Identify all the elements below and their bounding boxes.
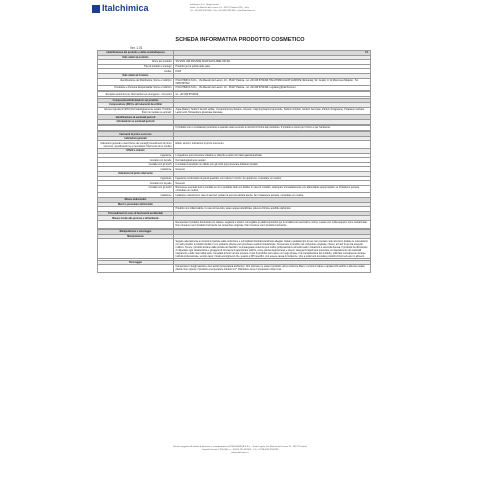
row-label: Identificazione del Distributore, Nome e Indirizzo [98, 78, 174, 86]
row-value: Prodotto non infiammabile. In caso di incendio, usare acqua nebulizzata, polvere chimica, anidride carbonica [174, 207, 371, 212]
row-value: Il prodotto non è considerato pericoloso a quando usato secondo le istruzioni fornite dal produttore. Il prodotto è sicuro per l'uomo e per l'ambiente. [174, 126, 371, 131]
row-label: Indicazioni di primo intervento [98, 172, 174, 177]
row-label: Inalazione [98, 193, 174, 198]
row-label: Manipolazione e stoccaggio [98, 230, 174, 235]
table-row [98, 107, 371, 115]
row-value: Nessuno [174, 181, 371, 186]
address-line: Italchimica S.r.l. Unipersonale [190, 4, 219, 6]
row-value: Conservare in luoghi asciutti e ben aerati (temperatura ambiente). Non stoccare ne usare il prodotto vicino a fiamme libere o a fonti di calore e apparecchi elettrici o alla luce solare diretta. Non esporre il prodotto a temperature inferiori a 0°. Richiudere bene il contenitore dopo l'uso. [174, 265, 371, 273]
row-value: Inalazione massiccia in caso di aerosol: portare la persona all'aria aperta. Se il malessere persiste, consultare un medico. [174, 193, 371, 198]
document-title: SCHEDA INFORMATIVA PRODOTTO COSMETICO [175, 37, 305, 43]
row-label: Provvedimenti in caso di fuoriuscita accidentale [98, 211, 174, 216]
info-table [97, 50, 371, 273]
row-label: Elenco ingredienti (INCI) Dermatologicamente testato. Prodotto finito non testato su animali. [98, 107, 174, 115]
row-label: Misure rivolte alle persone e all'ambiente [98, 216, 174, 221]
row-value: Rimuovere eventuali lenti a contatto se ciò è possibile farlo con facilità. In caso di contatto, sciacquare immediatamente con abbondante acqua tiepida; se l'irritazione persiste, consultare un medico. [174, 185, 371, 193]
row-label: Indicazioni generali e descrizione dei consigli procedimenti di primo soccorso, specificando se è necessario l'intervento di un medico [98, 141, 174, 149]
row-value: Seguire attentamente le istruzioni riportate sulla confezione e sul foglietto illustrativo/etichetto allegato. Evitare qualsiasi tipo di uso non previsto nelle istruzioni. Evitare le miscelazioni con altri prodotti: il prodotti similari o con sostanze diverse può provocare reazioni indesiderate. Conservare il prodotto nel contenitore originale, chiuso, al fuori di qui sia eseguito l'utilizzo. Tenere i prodotti lontano dalla portata dei bambini. La inadeguata conferma può inoltre professionali a coinvolti reali in situazioni a seconda diversa. Il prodotto ha dimostrato di rispettare ogni caratteristica e gli agenti di sicurezza di appropriato utilizzo, come pulizia degli accessi e intensi; detergenti liquidi può provocare un rilasciamento dei materiali trasparenti e delle mani della pelle. Usi adatti di fuori nel sito previsto. Il sito di prodotto può essere un luogo di fase. Il la manipolazione del prodotto, utilizzate normalmente durante l'attività professionale, sempre lavor i locali accorgimenti che, quanto è DPI specifici, può essere causa di incidenze. Uno a volta fuori annodare prodotti chimici ed esso in alimenti. [174, 239, 371, 259]
row-label: Indicazioni generali [98, 136, 174, 141]
table-row [98, 185, 371, 193]
footer-line: Capitale Sociale € 260.000 i.v. - R.E.A. PD-327896 - C.F. e P.IVA 02651760280 [201, 449, 279, 451]
row-label [98, 239, 174, 259]
company-address [190, 4, 255, 13]
table-row [98, 220, 371, 228]
row-label: Stoccaggio [98, 260, 174, 265]
row-label: Identificazione del prodotto e della società/impresa [98, 51, 174, 56]
row-label: Contatto con la pelle [98, 181, 174, 186]
row-value: L'ingestione può provocare irritazioni e disturbi a carico del tratto gastrointestinale [174, 153, 371, 158]
row-label: Misure antincendio [98, 198, 174, 203]
row-value: K633 [174, 69, 371, 74]
row-label: Dati relativi al prodotto [98, 55, 174, 60]
row-label: Effetti e sintomi [98, 149, 174, 154]
row-label: Recapito telefonico per informazioni ed emergenze - Info point [98, 92, 174, 97]
row-label: Nome del prodotto [98, 60, 174, 65]
row-label: Contatto con gli occhi [98, 185, 174, 193]
footer-line: Società soggetta all'attività di direzione e coordinamento di ITALCHIMICA S.R.L. - Sede Legale: Via Maestri del Lavoro 10 - 35127 Padova [173, 446, 307, 448]
letterhead [92, 3, 392, 25]
row-label: Ingestione [98, 153, 174, 158]
row-label: Codice [98, 69, 174, 74]
row-value: SN SKIN LAB MOUSSE SOAP ECOLABEL 600 ML [174, 60, 371, 65]
row-label: Contatto con la pelle [98, 158, 174, 163]
footer-line: www.italchimica.it [231, 452, 249, 454]
row-value: Il contatto di prodotto non diluito con gli occhi può provocare irritazioni oculare [174, 162, 371, 167]
row-value: Dermatologicamente testato [174, 158, 371, 163]
row-value: Recuperare il prodotto fuoriuscito con cattese, segatura o stracci, convogliare in adatti contenitori per lo smaltimento secondo le norme. Lavare con molta acqua le zone contaminate. Non rimettere mai il prodotto fuoriuscito nel contenitore originale. Non rimettere mai il prodotto fuoriuscito. [174, 220, 371, 228]
address-line: Tel. +39 049 8764.000 - Fax +39 049 8764.940 - info@italchimica.it [190, 10, 256, 12]
row-value: Ingestione involontaria di grandi quantità: non indurre il vomito. Se opportuno, consultare un medico. [174, 176, 371, 181]
row-value: Nessuno [174, 167, 371, 172]
page-footer [0, 446, 480, 455]
row-label: Contatto con gli occhi [98, 162, 174, 167]
row-label: Mezzi e procedure antincendio [98, 202, 174, 207]
table-row [98, 78, 371, 86]
row-label: Composizione (INCI) e altri elementi descrittivi [98, 103, 174, 108]
row-label: Inalazione [98, 167, 174, 172]
row-label: Tipo di prodotto e impiego [98, 64, 174, 69]
row-label [98, 220, 174, 228]
row-label: Produttore e Persona Responsabile: Nome e Indirizzo [98, 86, 174, 91]
row-value: Aqua (Water), Sodium laureth sulfate, Cocamidopropyl betaine, Glycerin, Capryloyl/caproyl glucoside, Sodium chloride, Sodium benzoate, Parfum (Fragrance), Potassium sorbate, Lactic acid, Tetrasodium glutamate diacetate [174, 107, 371, 115]
row-label [98, 265, 174, 273]
table-row [98, 265, 371, 273]
row-value: ITALCHIMICA S.R.L., Via Maestri del Lavoro, 10 - 35127 Padova - tel +39 049 8762499, regulatory@italchimica.it [174, 86, 371, 91]
logo-mark-icon [92, 5, 100, 13]
version-label: Ver. 1.01 [130, 46, 143, 50]
row-label: Informazioni su eventuali pericoli [98, 119, 174, 124]
row-value: ITALCHIMICA S.R.L., Via Maestri del Lavoro, 10 - 35127 Padova - tel +39 049 8762499 ITALCHIMICA EAST EUROPE (Romania), Str. Cetatii, nr 11 Miercurea Nirajului - Tel. 0265/767812 [174, 78, 371, 86]
row-label: Dati relativi al fornitore [98, 73, 174, 78]
company-logo: Italchimica [92, 3, 149, 13]
address-line: Sede: Via Maestri del Lavoro, 10 - 35127 Padova (PD) - Italy [190, 7, 249, 9]
row-label: Interventi di primo soccorso [98, 132, 174, 137]
row-label: Ingestione [98, 176, 174, 181]
row-label: Identificazione di eventuali pericoli [98, 115, 174, 120]
row-value: 1/1 [174, 51, 371, 56]
row-value: tel. +39 049 8762499 [174, 92, 371, 97]
row-value: Effetti, sintomi, Indicazioni di primo intervento. [174, 141, 371, 149]
row-label: Composizione/informazioni sul prodotto [98, 98, 174, 103]
row-label: Manipolazione [98, 234, 174, 239]
table-row [98, 141, 371, 149]
table-row [98, 239, 371, 259]
row-value: Prodotto per la pulizia delle pelle [174, 64, 371, 69]
